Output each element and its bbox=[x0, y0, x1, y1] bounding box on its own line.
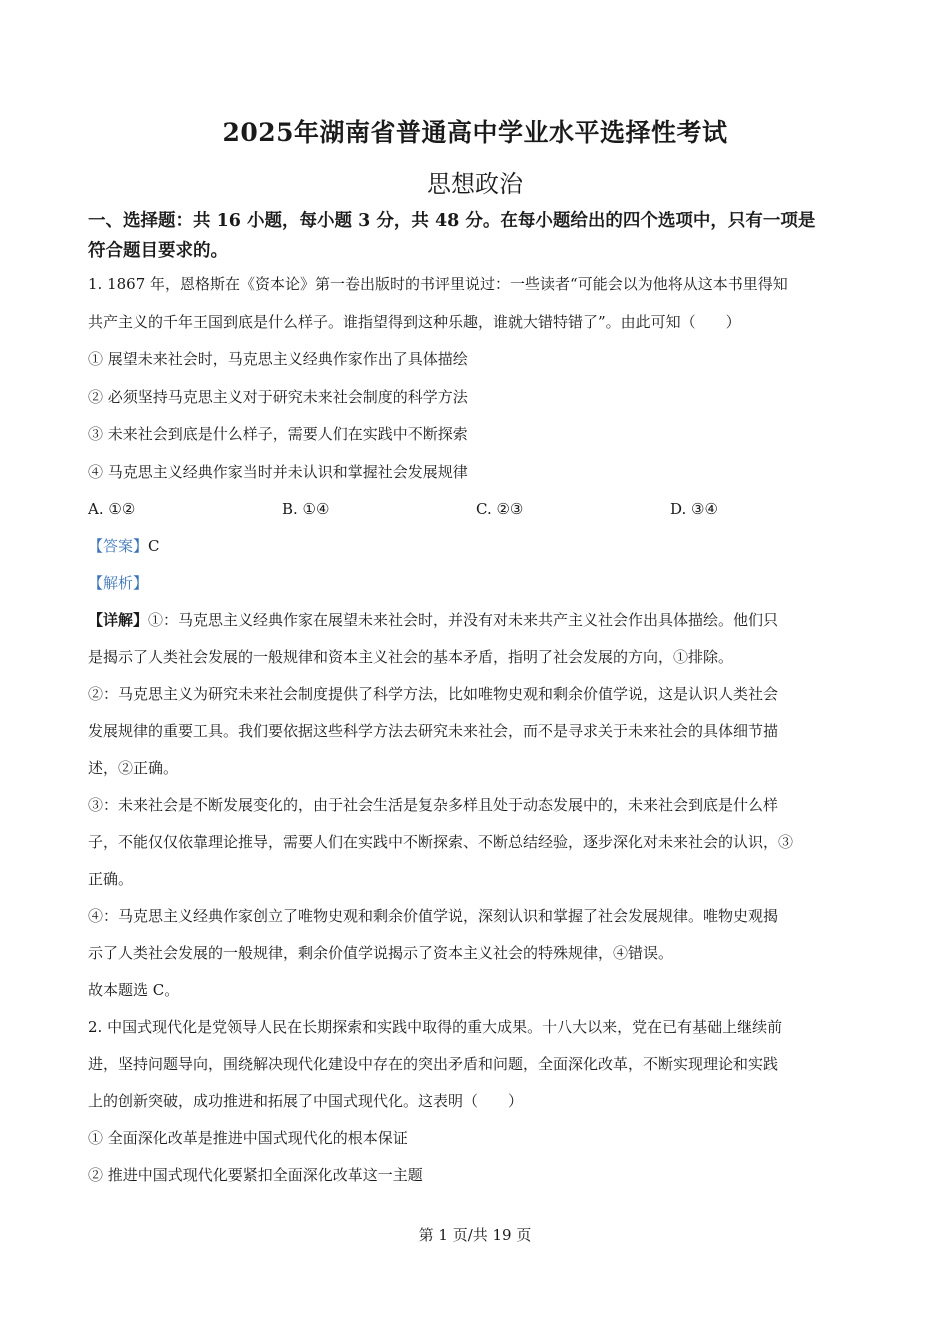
page-number: 第 1 页/共 19 页 bbox=[418, 1226, 532, 1244]
q2-stem-line: 2. 中国式现代化是党领导人民在长期探索和实践中取得的重大成果。十八大以来，党在已有基础上继续前 bbox=[88, 1018, 783, 1036]
q1-option-b: B. ①④ bbox=[282, 500, 330, 518]
q1-explanation-line: ③：未来社会是不断发展变化的，由于社会生活是复杂多样且处于动态发展中的，未来社会到底是什么样 bbox=[88, 796, 779, 814]
exam-title: 2025年湖南省普通高中学业水平选择性考试 bbox=[222, 118, 728, 147]
q1-explanation-line: 发展规律的重要工具。我们要依据这些科学方法去研究未来社会，而不是寻求关于未来社会的具体细节描 bbox=[88, 722, 779, 740]
exam-subject: 思想政治 bbox=[427, 170, 523, 198]
section-heading bbox=[88, 206, 878, 266]
q1-answer bbox=[88, 528, 870, 565]
q1-statement: ④ 马克思主义经典作家当时并未认识和掌握社会发展规律 bbox=[88, 462, 468, 481]
q1-explanation-line: 正确。 bbox=[88, 870, 134, 888]
q2-stem-line: 上的创新突破，成功推进和拓展了中国式现代化。这表明（ ） bbox=[88, 1092, 524, 1110]
analysis-tag: 【解析】 bbox=[88, 574, 149, 592]
q1-explanation-line: 述，②正确。 bbox=[88, 759, 179, 777]
q1-explanation-line: 示了人类社会发展的一般规律，剩余价值学说揭示了资本主义社会的特殊规律，④错误。 bbox=[88, 944, 674, 962]
q1-statement: ② 必须坚持马克思主义对于研究未来社会制度的科学方法 bbox=[88, 387, 468, 406]
q1-option-d: D. ③④ bbox=[670, 500, 718, 518]
q1-statement: ③ 未来社会到底是什么样子，需要人们在实践中不断探索 bbox=[88, 425, 468, 443]
q1-explanation-line: ②：马克思主义为研究未来社会制度提供了科学方法，比如唯物史观和剩余价值学说，这是认识人类社会 bbox=[88, 685, 779, 703]
answer-value: C bbox=[148, 537, 160, 555]
q1-analysis-heading bbox=[88, 565, 870, 602]
answer-tag: 【答案】 bbox=[88, 537, 149, 555]
q1-explanation-line: 故本题选 C。 bbox=[88, 981, 180, 999]
q1-stem-line: 共产主义的千年王国到底是什么样子。谁指望得到这种乐趣，谁就大错特错了”。由此可知（ ） bbox=[88, 312, 741, 331]
detail-tag: 【详解】 bbox=[88, 611, 149, 629]
q1-explanation-line: ④：马克思主义经典作家创立了唯物史观和剩余价值学说，深刻认识和掌握了社会发展规律。唯物史观揭 bbox=[88, 907, 779, 925]
q1-explanation-line: 是揭示了人类社会发展的一般规律和资本主义社会的基本矛盾，指明了社会发展的方向，①排除。 bbox=[88, 648, 734, 666]
q1-stem-line: 1. 1867 年，恩格斯在《资本论》第一卷出版时的书评里说过：一些读者“可能会以为他将从这本书里得知 bbox=[88, 275, 788, 293]
q2-stem-line: 进，坚持问题导向，围绕解决现代化建设中存在的突出矛盾和问题，全面深化改革，不断实现理论和实践 bbox=[88, 1055, 779, 1073]
q1-explanation-line: 子，不能仅仅依靠理论推导，需要人们在实践中不断探索、不断总结经验，逐步深化对未来社会的认识，③ bbox=[88, 833, 794, 851]
q2-statement: ② 推进中国式现代化要紧扣全面深化改革这一主题 bbox=[88, 1166, 423, 1184]
explanation-text: ①：马克思主义经典作家在展望未来社会时，并没有对未来共产主义社会作出具体描绘。他们只 bbox=[148, 611, 779, 629]
q2-statement: ① 全面深化改革是推进中国式现代化的根本保证 bbox=[88, 1129, 408, 1147]
q1-explanation-line bbox=[88, 602, 870, 639]
q1-option-a: A. ①② bbox=[88, 500, 136, 518]
question-content bbox=[88, 266, 870, 1194]
section-heading-line: 符合题目要求的。 bbox=[88, 241, 228, 261]
q1-options bbox=[88, 491, 870, 528]
q1-statement: ① 展望未来社会时，马克思主义经典作家作出了具体描绘 bbox=[88, 350, 468, 368]
section-heading-line: 一、选择题：共 16 小题，每小题 3 分，共 48 分。在每小题给出的四个选项中，只有一项是 bbox=[88, 211, 816, 231]
q1-option-c: C. ②③ bbox=[476, 500, 524, 518]
